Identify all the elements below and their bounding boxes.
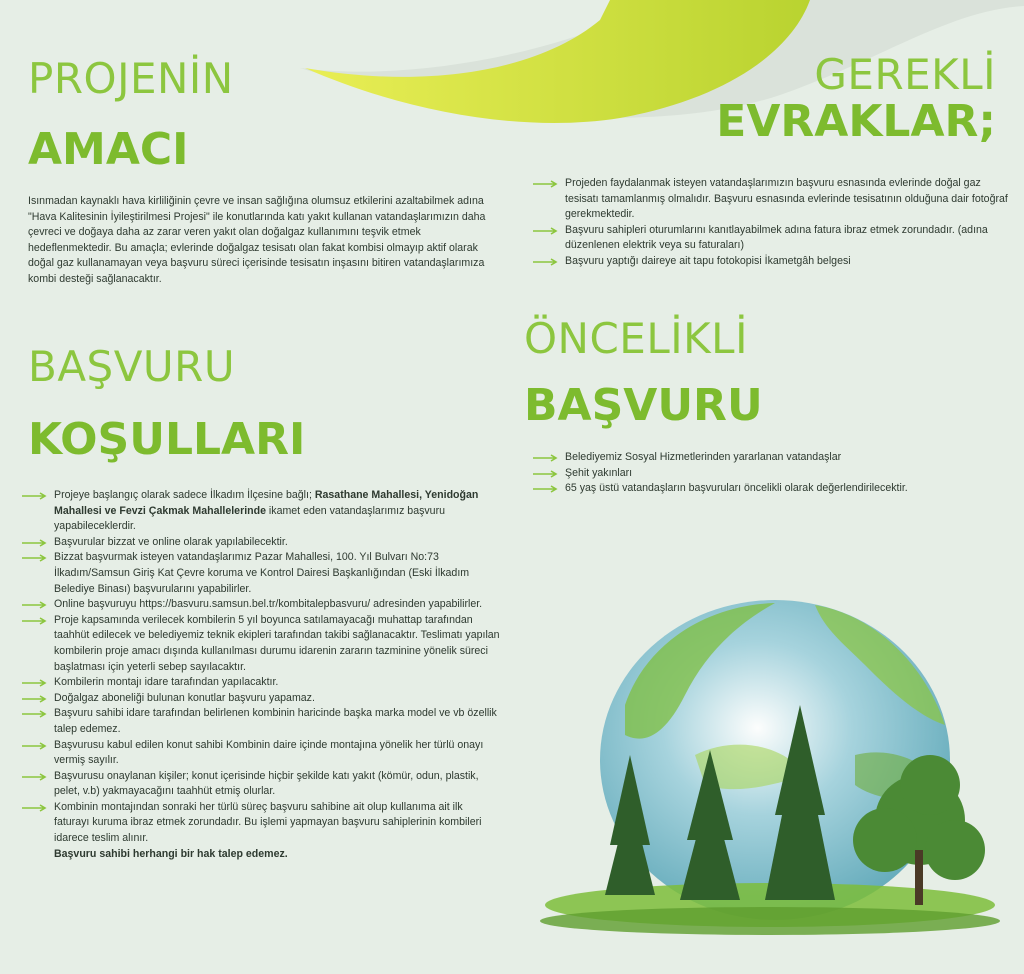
arrow-icon bbox=[22, 742, 48, 750]
arrow-icon bbox=[533, 470, 559, 478]
list-item: Şehit yakınları bbox=[533, 466, 913, 482]
list-item: 65 yaş üstü vatandaşların başvuruları öncelikli olarak değerlendirilecektir. bbox=[533, 481, 913, 497]
list-item: Başvurusu kabul edilen konut sahibi Kombinin daire içinde montajına yönelik her türlü onayı vermiş sayılır. bbox=[22, 738, 500, 769]
arrow-icon bbox=[533, 180, 559, 188]
list-item: Projeye başlangıç olarak sadece İlkadım İlçesine bağlı; Rasathane Mahallesi, Yenidoğan Mahallesi ve Fevzi Çakmak Mahallelerinde ikamet eden vatandaşlarımız başvuru yapabileceklerdir. bbox=[22, 488, 500, 535]
kosullar-title-light: BAŞVURU bbox=[28, 342, 236, 391]
arrow-icon bbox=[22, 617, 48, 625]
arrow-icon bbox=[22, 554, 48, 562]
arrow-icon bbox=[533, 258, 559, 266]
amac-title-bold: AMACI bbox=[28, 124, 189, 175]
evraklar-list bbox=[533, 176, 1011, 270]
list-item: Online başvuruyu https://basvuru.samsun.bel.tr/kombitalepbasvuru/ adresinden yapabilirler. bbox=[22, 597, 500, 613]
arrow-icon bbox=[533, 227, 559, 235]
arrow-icon bbox=[22, 695, 48, 703]
list-item: Bizzat başvurmak isteyen vatandaşlarımız Pazar Mahallesi, 100. Yıl Bulvarı No:73 İlkadım/Samsun Giriş Kat Çevre koruma ve Kontrol Dairesi Başkanlığından (Eski İlkadım Belediye Binası) başvurularını yapabilirler. bbox=[22, 550, 500, 597]
oncelikli-title-light: ÖNCELİKLİ bbox=[524, 314, 748, 363]
list-item: Proje kapsamında verilecek kombilerin 5 yıl boyunca satılamayacağı muhattap tarafından taahhüt edilecek ve belediyemiz teknik ekipleri tarafından takibi sağlanacaktır. Teslimatı yapılan kombilerin proje amacı dışında kullanılması durumu idarenin zararın tazminine yönelik süreci başlatması için yeterli sebep sayılacaktır. bbox=[22, 613, 500, 675]
list-item: Başvurular bizzat ve online olarak yapılabilecektir. bbox=[22, 535, 500, 551]
list-item: Başvuru sahibi idare tarafından belirlenen kombinin haricinde başka marka model ve vb özellik talep edemez. bbox=[22, 706, 500, 737]
amac-title-light: PROJENİN bbox=[28, 54, 234, 103]
list-item: Başvurusu onaylanan kişiler; konut içerisinde hiçbir şekilde katı yakıt (kömür, odun, plastik, pelet, v.b) yakmayacağını taahhüt etmiş olurlar. bbox=[22, 769, 500, 800]
final-note: Başvuru sahibi herhangi bir hak talep edemez. bbox=[54, 847, 288, 860]
arrow-icon bbox=[22, 804, 48, 812]
list-item: Kombilerin montajı idare tarafından yapılacaktır. bbox=[22, 675, 500, 691]
evraklar-title-bold: EVRAKLAR; bbox=[716, 96, 996, 147]
arrow-icon bbox=[22, 601, 48, 609]
arrow-icon bbox=[22, 773, 48, 781]
evraklar-title-light: GEREKLİ bbox=[814, 50, 996, 99]
list-item: Belediyemiz Sosyal Hizmetlerinden yararlanan vatandaşlar bbox=[533, 450, 913, 466]
amac-paragraph: Isınmadan kaynaklı hava kirliliğinin çevre ve insan sağlığına olumsuz etkilerini azaltabilmek adına "Hava Kalitesinin İyileştirilmesi Projesi" ile konutlarında katı yakıt kullanan vatandaşlarımızın daha çevreci ve doğaya daha az zarar veren yakıt olan doğalgaz kullanımını teşvik etmek hedeflenmektedir. Bu amaçla; evlerinde doğalgaz tesisatı olan fakat kombisi olmayıp aktif olarak doğal gaz kullanamayan veya başvuru süreci içerisinde tesisatın inşasını bitiren vatandaşlarımıza kombi desteği sağlanacaktır. bbox=[28, 195, 486, 285]
oncelikli-title-bold: BAŞVURU bbox=[524, 380, 763, 431]
arrow-icon bbox=[22, 679, 48, 687]
arrow-icon bbox=[22, 492, 48, 500]
list-item: Başvuru yaptığı daireye ait tapu fotokopisi İkametgâh belgesi bbox=[533, 254, 1011, 270]
kosullar-list bbox=[22, 488, 500, 862]
arrow-icon bbox=[533, 485, 559, 493]
list-item: Başvuru sahipleri oturumlarını kanıtlayabilmek adına fatura ibraz etmek zorundadır. (adına düzenlenen elektrik veya su faturaları) bbox=[533, 223, 1011, 254]
list-item: Doğalgaz aboneliği bulunan konutlar başvuru yapamaz. bbox=[22, 691, 500, 707]
arrow-icon bbox=[22, 539, 48, 547]
oncelikli-list bbox=[533, 450, 913, 497]
list-item: Kombinin montajından sonraki her türlü süreç başvuru sahibine ait olup kullanıma ait ilk faturayı kuruma ibraz etmek zorundadır. Bu işlemi yapmayan başvuru sahiplerinin kombileri idarece teslim alınır. bbox=[22, 800, 500, 847]
list-item: Projeden faydalanmak isteyen vatandaşlarımızın başvuru esnasında evlerinde doğal gaz tesisatı tamamlanmış olmalıdır. Başvuru esnasında evlerinde tesisatının olduğuna dair fotoğraf gerekmektedir. bbox=[533, 176, 1011, 223]
list-item-final bbox=[22, 847, 500, 863]
globe-trees-illustration bbox=[535, 585, 1005, 950]
arrow-icon bbox=[22, 710, 48, 718]
kosullar-title-bold: KOŞULLARI bbox=[28, 414, 306, 465]
arrow-icon bbox=[533, 454, 559, 462]
